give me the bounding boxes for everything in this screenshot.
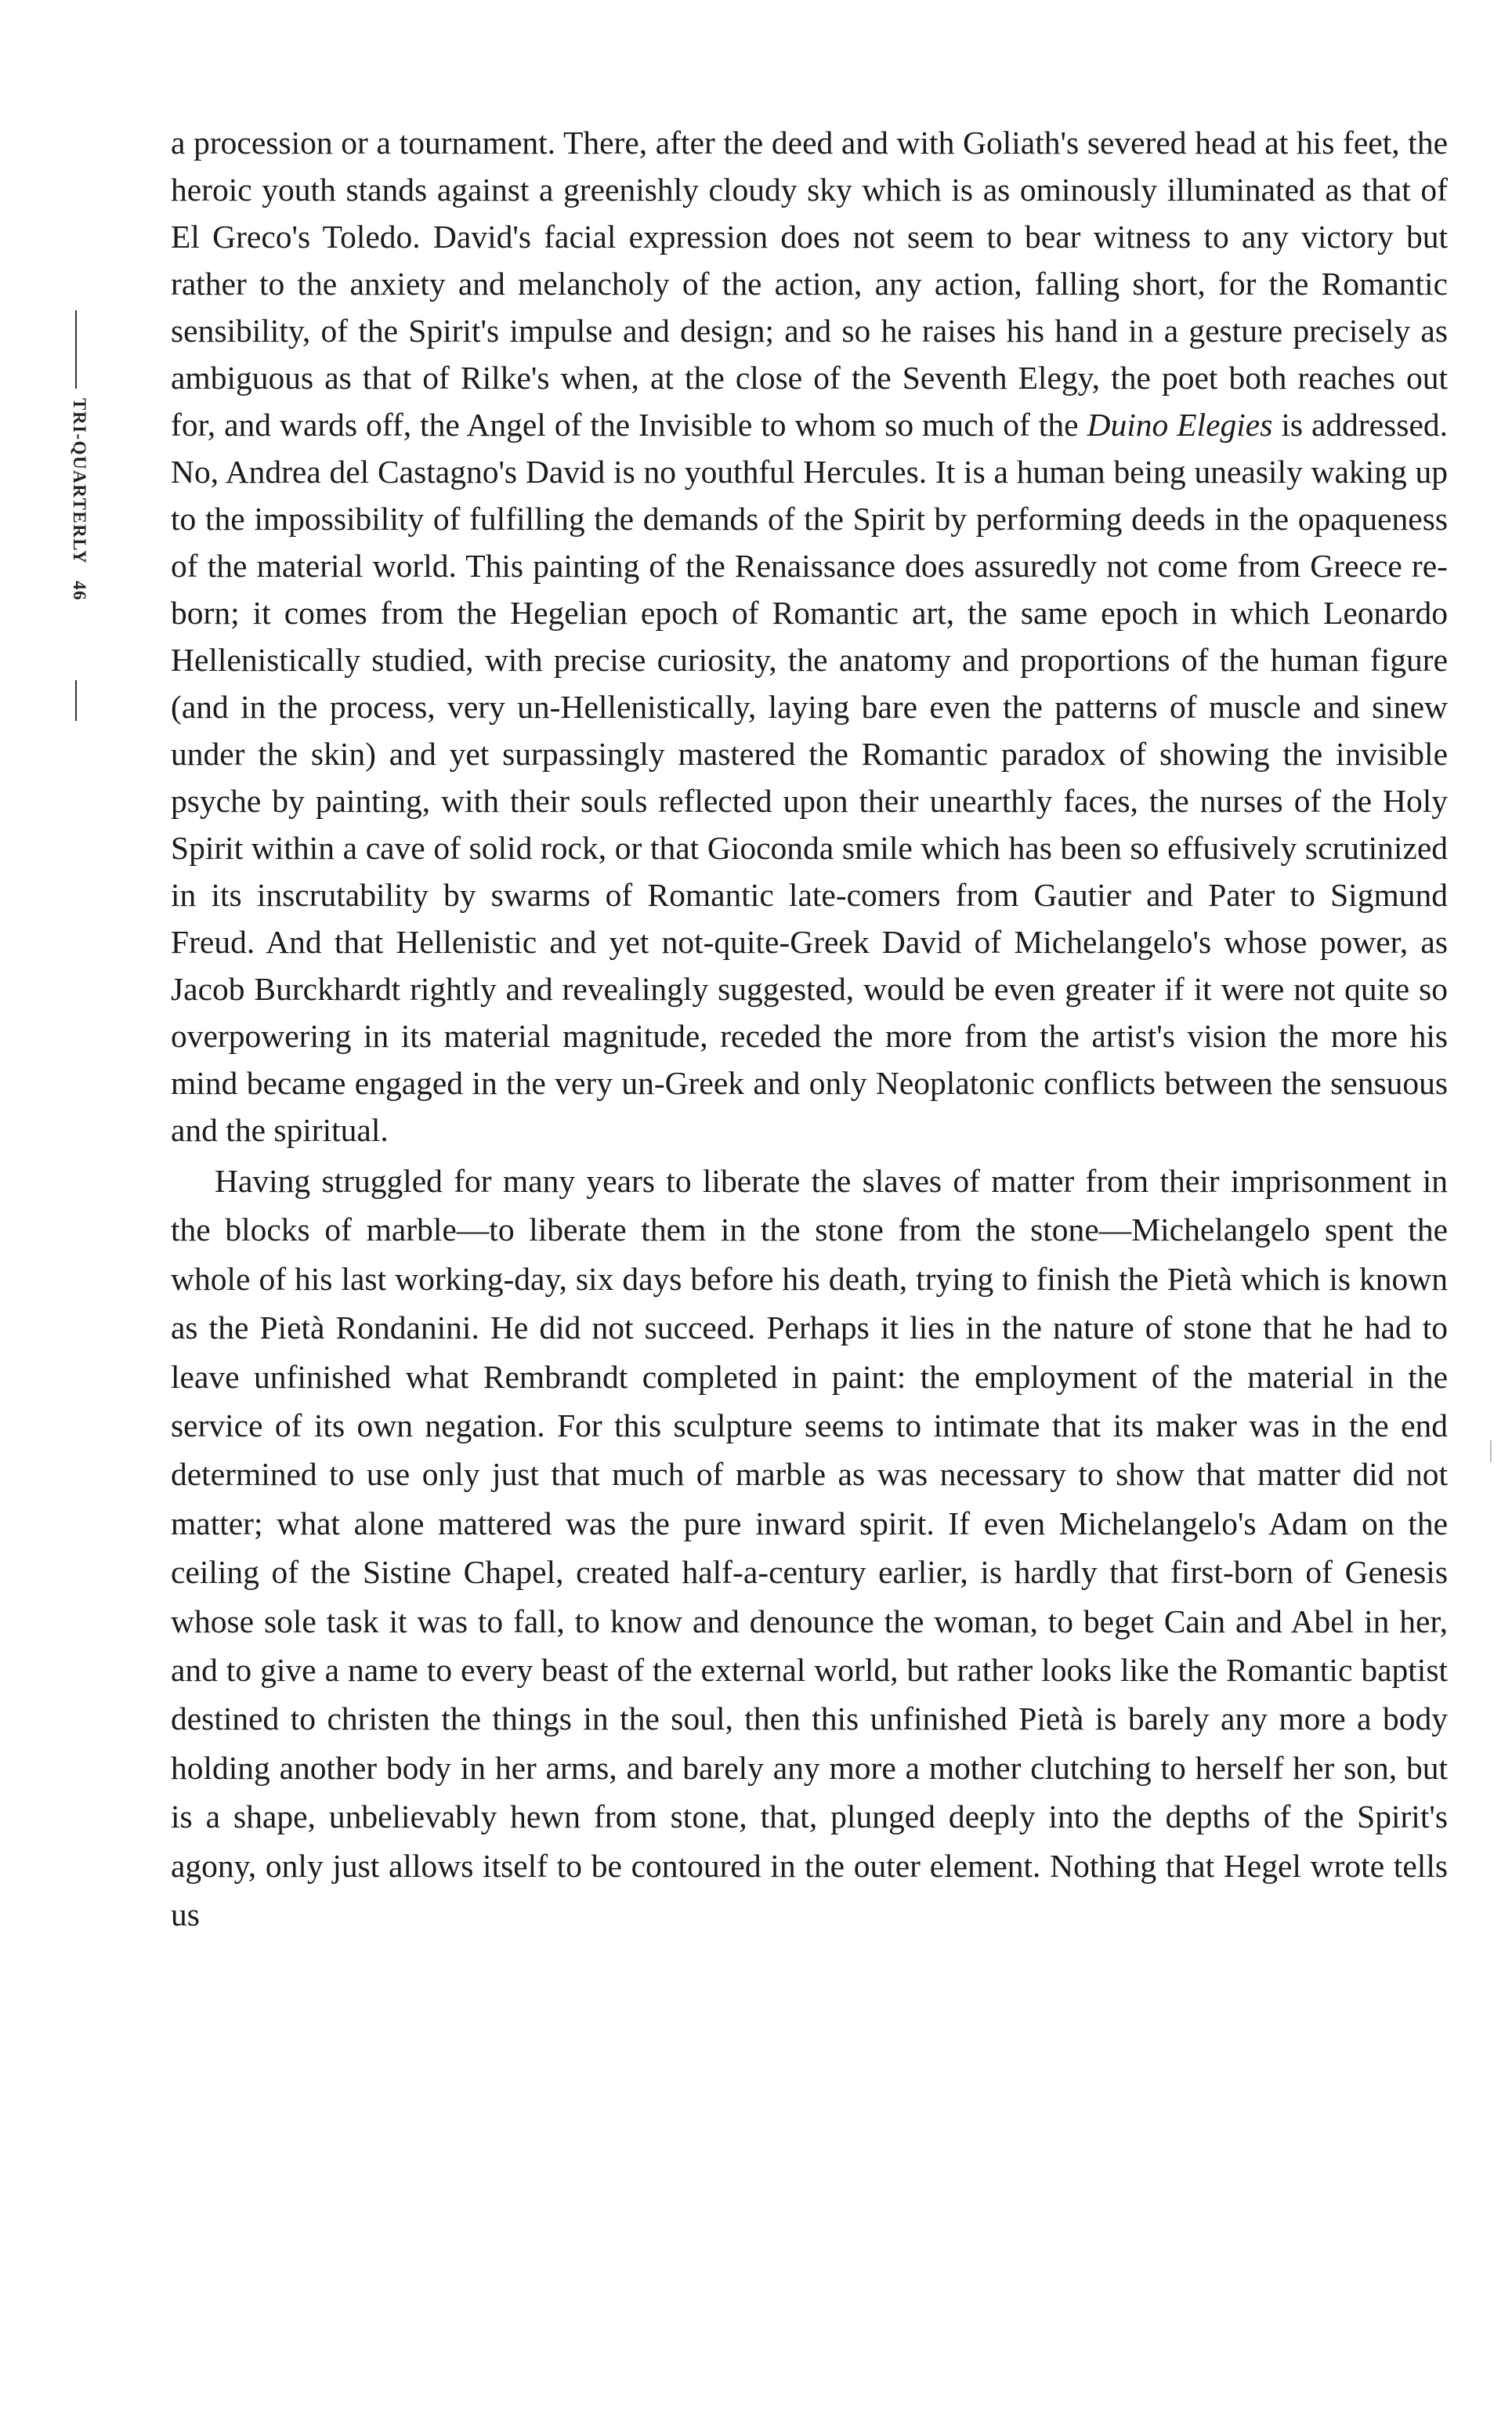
running-head-title: TRI-QUARTERLY — [70, 398, 89, 565]
paragraph-1 — [171, 119, 1448, 1154]
running-head — [69, 398, 97, 672]
paragraph-1-text-start: a procession or a tournament. There, after the deed and with Goliath's severed head at his feet, the heroic youth stands against a greenishly cloudy sky which is as ominously illuminated as that of El Greco's Toledo. David's facial expression does not seem to bear witness to any victory but rather to the anxiety and melancholy of the action, any action, falling short, for the Romantic sensibility, of the Spirit's impulse and design; and so he raises his hand in a gesture precisely as ambiguous as that of Rilke's when, at the close of the Seventh Elegy, the poet both reaches out for, and wards off, the Angel of the Invisible to whom so much of the — [171, 125, 1448, 443]
margin-mark — [1490, 1440, 1492, 1462]
running-head-page-number: 46 — [70, 581, 89, 602]
paragraph-2: Having struggled for many years to liberate the slaves of matter from their imprisonment in the blocks of marble—to liberate them in the stone from the stone—Michelangelo spent the whole of his last working-day, six days before his death, trying to finish the Pietà which is known as the Pietà Rondanini. He did not succeed. Perhaps it lies in the nature of stone that he had to leave unfinished what Rembrandt completed in paint: the employment of the material in the service of its own negation. For this sculpture seems to intimate that its maker was in the end determined to use only just that much of marble as was necessary to show that matter did not matter; what alone mattered was the pure inward spirit. If even Michelangelo's Adam on the ceiling of the Sistine Chapel, created half-a-century earlier, is hardly that first-born of Genesis whose sole task it was to fall, to know and denounce the woman, to beget Cain and Abel in her, and to give a name to every beast of the external world, but rather looks like the Romantic baptist destined to christen the things in the soul, then this unfinished Pietà is barely any more a body holding another body in her arms, and barely any more a mother clutching to herself her son, but is a shape, unbelievably hewn from stone, that, plunged deeply into the depths of the Spirit's agony, only just allows itself to be contoured in the outer element. Nothing that Hegel wrote tells us — [171, 1163, 1448, 1933]
paragraph-1-text-end: is addressed. No, Andrea del Castagno's David is no youthful Hercules. It is a human being uneasily waking up to the impossibility of fulfilling the demands of the Spirit by performing deeds in the opaqueness of the material world. This painting of the Renaissance does assuredly not come from Greece re-born; it comes from the Hegelian epoch of Romantic art, the same epoch in which Leonardo Hellenistically studied, with precise curiosity, the anatomy and proportions of the human figure (and in the process, very un-Hellenistically, laying bare even the patterns of muscle and sinew under the skin) and yet surpassingly mastered the Romantic paradox of showing the invisible psyche by painting, with their souls reflected upon their unearthly faces, the nurses of the Holy Spirit within a cave of solid rock, or that Gioconda smile which has been so effusively scrutinized in its inscrutability by swarms of Romantic late-comers from Gautier and Pater to Sigmund Freud. And that Hellenistic and yet not-quite-Greek David of Michelangelo's whose power, as Jacob Burckhardt rightly and revealingly suggested, would be even greater if it were not quite so overpowering in its material magnitude, receded the more from the artist's vision the more his mind became engaged in the very un-Greek and only Neoplatonic conflicts between the sensuous and the spiritual. — [171, 407, 1448, 1148]
text-column — [171, 119, 1448, 1939]
running-head-rule-top — [75, 310, 77, 389]
running-head-rule-bottom — [75, 680, 77, 721]
book-title-duino-elegies: Duino Elegies — [1087, 407, 1273, 443]
running-head-text — [69, 398, 89, 601]
